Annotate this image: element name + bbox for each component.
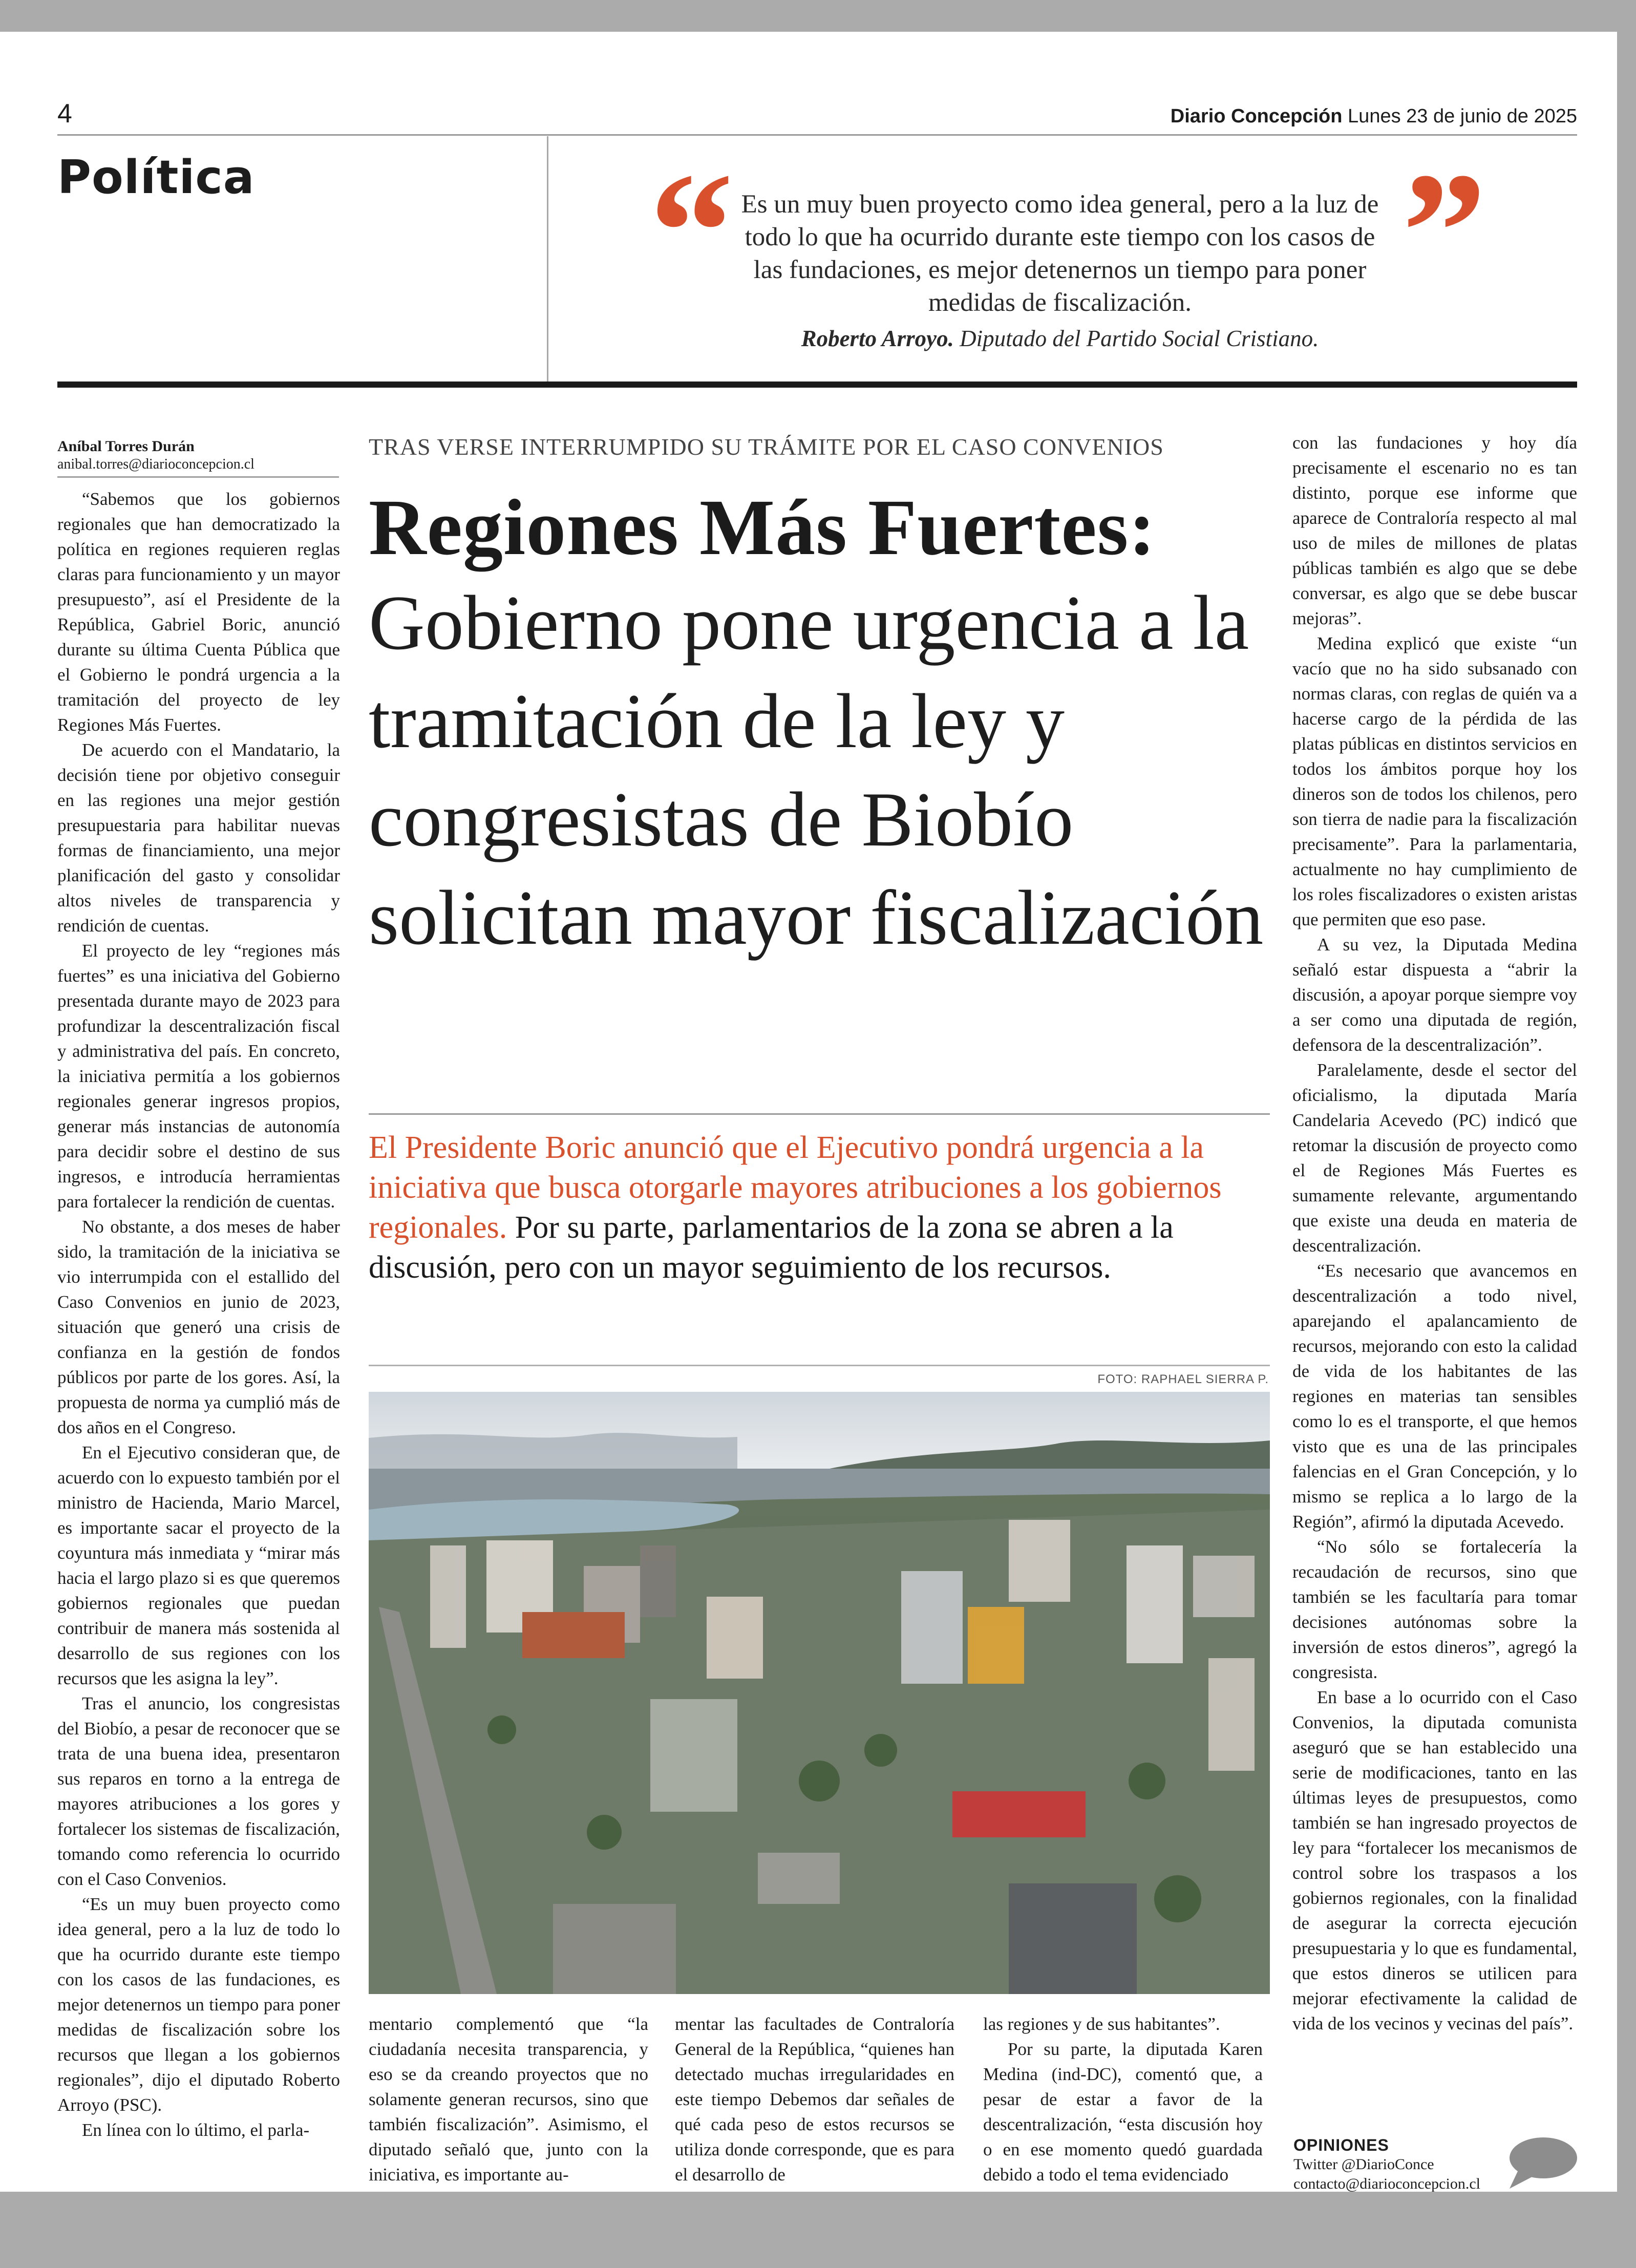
byline-author: Aníbal Torres Durán xyxy=(57,438,195,455)
twitter-handle: Twitter @DiarioConce xyxy=(1293,2156,1434,2173)
column-left xyxy=(57,486,340,2143)
column-right xyxy=(1292,430,1577,2036)
column-bottom-1 xyxy=(369,2011,648,2187)
pull-quote-author: Roberto Arroyo. xyxy=(801,326,954,351)
deck-rule-bottom xyxy=(369,1365,1270,1366)
pull-quote xyxy=(740,188,1380,355)
paragraph: Tras el anuncio, los congresistas del Biobío, a pesar de reconocer que se trata de una buena idea, presentaron sus reparos en torno a la entrega de mayores atribuciones a los gores y fortalecer los sistemas de fiscalización, tomando como referencia lo ocurrido con el Caso Convenios. xyxy=(57,1693,340,1889)
deck-text: Por su parte, parlamentarios de la zona se abren a la discusión, pero con un mayor seguimiento de los recursos. xyxy=(369,1210,1174,1285)
opinions-box xyxy=(1293,2135,1508,2192)
byline-email: anibal.torres@diarioconcepcion.cl xyxy=(57,456,339,478)
headline-text: Gobierno pone urgencia a la tramitación de la ley y congresistas de Biobío solicitan mayor fiscalización xyxy=(369,580,1264,961)
paragraph: Por su parte, la diputada Karen Medina (ind-DC), comentó que, a pesar de estar a favor de la descentralización, “esta discusión hoy o en ese momento quedó guardada debido a todo el tema evidenciado xyxy=(983,2039,1263,2185)
article-deck xyxy=(369,1128,1270,1287)
paragraph: Paralelamente, desde el sector del oficialismo, la diputada María Candelaria Acevedo (PC) indicó que retomar la discusión de proyecto como el de Regiones Más Fuertes es sumamente relevante, argumentando que existe una deuda en materia de descentralización. xyxy=(1292,1060,1577,1256)
column-bottom-3 xyxy=(983,2011,1263,2187)
city-aerial-photo xyxy=(369,1392,1270,1994)
paragraph: “Es un muy buen proyecto como idea general, pero a la luz de todo lo que ha ocurrido durante este tiempo con los casos de las fundaciones, es mejor detenernos un tiempo para poner medidas de fiscalización sobre los recursos que llegan a los gobiernos regionales”, dijo el diputado Roberto Arroyo (PSC). xyxy=(57,1894,340,2115)
paper-name: Diario Concepción xyxy=(1170,105,1343,127)
newspaper-page xyxy=(0,32,1617,2192)
header-divider xyxy=(547,136,548,382)
headline-bold: Regiones Más Fuertes: xyxy=(369,483,1156,571)
paragraph: “Sabemos que los gobiernos regionales que han democratizado la política en regiones requieren reglas claras para funcionamiento y un mayor presupuesto”, así el Presidente de la República, Gabriel Boric, anunció durante su última Cuenta Pública que el Gobierno le pondrá urgencia a la tramitación del proyecto de ley Regiones Más Fuertes. xyxy=(57,489,340,735)
article-kicker: TRAS VERSE INTERRUMPIDO SU TRÁMITE POR EL CASO CONVENIOS xyxy=(369,434,1164,460)
column-bottom-2 xyxy=(675,2011,954,2187)
paragraph: “Es necesario que avancemos en descentralización a todo nivel, aparejando el apalancamiento de recursos, mejorando con esto la calidad de vida de los habitantes de las regiones en materias tan sensibles como lo es el transporte, el que hemos visto que es una de las principales falencias en el Gran Concepción, y lo mismo se replica a lo largo de la Región”, afirmó la diputada Acevedo. xyxy=(1292,1261,1577,1532)
opinions-title: OPINIONES xyxy=(1293,2136,1389,2154)
header-thick-rule xyxy=(57,381,1577,388)
pull-quote-role: Diputado del Partido Social Cristiano. xyxy=(960,326,1319,351)
paragraph: “No sólo se fortalecería la recaudación de recursos, sino que también se les facultaría para tomar decisiones autónomas sobre la inversión de estos dineros”, agregó la congresista. xyxy=(1292,1537,1577,1682)
paragraph: De acuerdo con el Mandatario, la decisión tiene por objetivo conseguir en las regiones una mejor gestión presupuestaria para habilitar nuevas formas de financiamiento, una mejor planificación del gasto y consolidar altos niveles de transparencia y rendición de cuentas. xyxy=(57,740,340,936)
paragraph: Medina explicó que existe “un vacío que no ha sido subsanado con normas claras, con reglas de quién va a hacerse cargo de la pérdida de las platas públicas en distintos servicios en todos los ámbitos porque hoy los dineros son de todos los chilenos, pero son tierra de nadie para la fiscalización precisamente”. Para la parlamentaria, actualmente no hay cumplimiento de los roles fiscalizadores o existen aristas que permiten que eso pase. xyxy=(1292,633,1577,929)
deck-highlight: El Presidente Boric anunció que el Ejecutivo pondrá urgencia a la iniciativa que busca otorgarle mayores atribuciones a los gobiernos regionales. xyxy=(369,1130,1222,1245)
byline xyxy=(57,437,339,478)
top-rule xyxy=(57,134,1577,136)
paragraph: mentario complementó que “la ciudadanía necesita transparencia, y eso se da creando proyectos que no solamente generan recursos, sino que también fiscalización”. Asimismo, el diputado señaló que, junto con la iniciativa, es importante au- xyxy=(369,2014,648,2185)
speech-bubble-icon xyxy=(1506,2135,1578,2192)
deck-rule-top xyxy=(369,1113,1270,1115)
section-title: Política xyxy=(57,151,255,204)
paragraph: En base a lo ocurrido con el Caso Convenios, la diputada comunista aseguró que se han establecido una serie de modificaciones, tanto en las últimas leyes de presupuestos, como también se han ingresado proyectos de ley para “fortalecer los mecanismos de control sobre los traspasos a los gobiernos regionales, con la finalidad de asegurar la correcta ejecución presupuestaria y lo que es fundamental, que estos dineros se utilicen para mejorar efectivamente la calidad de vida de los vecinos y vecinas del país”. xyxy=(1292,1687,1577,2033)
article-headline xyxy=(369,481,1275,967)
paragraph: A su vez, la Diputada Medina señaló estar dispuesta a “abrir la discusión, a apoyar porque siempre voy a ser como una diputada de región, defensora de la descentralización”. xyxy=(1292,935,1577,1055)
paragraph: las regiones y de sus habitantes”. xyxy=(983,2014,1220,2034)
paragraph: mentar las facultades de Contraloría General de la República, “quienes han detectado muchas irregularidades en este tiempo Debemos dar señales de qué cada peso de estos recursos se utiliza donde corresponde, que es para el desarrollo de xyxy=(675,2014,954,2185)
paragraph: En el Ejecutivo consideran que, de acuerdo con lo expuesto también por el ministro de Hacienda, Mario Marcel, es importante sacar el proyecto de la coyuntura más inmediata y “mirar más hacia el largo plazo si es que queremos gobiernos regionales que puedan contribuir de manera más sostenida al desarrollo de sus regiones con los recursos que les asigna la ley”. xyxy=(57,1443,340,1688)
page-number: 4 xyxy=(57,99,72,129)
paragraph: El proyecto de ley “regiones más fuertes” es una iniciativa del Gobierno presentada durante mayo de 2023 para profundizar la descentralización fiscal y administrativa del país. En concreto, la iniciativa permitía a los gobiernos regionales generar ingresos propios, generar más instancias de autonomía para decidir sobre el destino de sus ingresos, e introducía herramientas para fortalecer la rendición de cuentas. xyxy=(57,941,340,1212)
paragraph: En línea con lo último, el parla- xyxy=(82,2120,310,2140)
paragraph: No obstante, a dos meses de haber sido, la tramitación de la iniciativa se vio interrumpida con el estallido del Caso Convenios en junio de 2023, situación que generó una crisis de confianza en la gestión de fondos públicos por parte de los gores. Así, la propuesta de norma ya cumplió más de dos años en el Congreso. xyxy=(57,1217,340,1437)
masthead xyxy=(1171,105,1577,128)
pull-quote-text: Es un muy buen proyecto como idea general, pero a la luz de todo lo que ha ocurrido durante este tiempo con los casos de las fundaciones, es mejor detenernos un tiempo para poner medidas de fiscalización. xyxy=(741,190,1379,317)
photo-credit: FOTO: RAPHAEL SIERRA P. xyxy=(1097,1372,1269,1386)
open-quote-icon: “ xyxy=(649,138,734,325)
paragraph: con las fundaciones y hoy día precisamente el escenario no es tan distinto, porque ese informe que aparece de Contraloría respecto al mal uso de miles de millones de platas públicas también es algo que se debe conversar, es algo que se debe buscar mejoras”. xyxy=(1292,433,1577,628)
pull-quote-attribution xyxy=(740,322,1380,355)
contact-email: contacto@diarioconcepcion.cl xyxy=(1293,2175,1480,2192)
issue-date: Lunes 23 de junio de 2025 xyxy=(1348,105,1577,127)
close-quote-icon: ” xyxy=(1402,138,1486,325)
